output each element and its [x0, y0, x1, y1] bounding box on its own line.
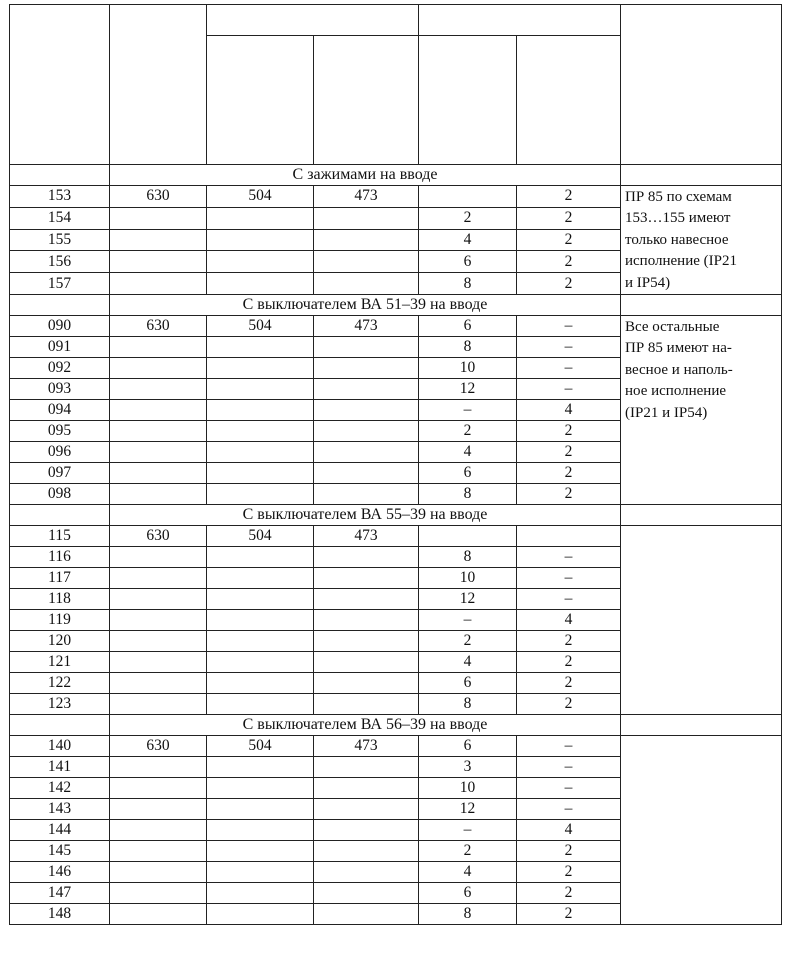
- rated-current-cell: [110, 337, 207, 358]
- section-note: [621, 186, 782, 295]
- value-b2-cell: 2: [517, 421, 621, 442]
- distribution-points-table: [9, 4, 782, 925]
- rated-current-cell: [110, 883, 207, 904]
- rated-current-cell: [110, 610, 207, 631]
- rated-current-cell: [110, 547, 207, 568]
- section-note: [621, 526, 782, 715]
- value-a2-cell: [314, 778, 419, 799]
- value-b2-cell: 2: [517, 207, 621, 229]
- scheme-number-cell: 096: [10, 442, 110, 463]
- value-a1-cell: [207, 841, 314, 862]
- section-header-note-spacer: [621, 165, 782, 186]
- section-header-row: [10, 715, 782, 736]
- value-a2-cell: [314, 883, 419, 904]
- scheme-number-cell: 154: [10, 207, 110, 229]
- value-b1-cell: [419, 186, 517, 208]
- header-cell-b1: [419, 36, 517, 165]
- value-a1-cell: [207, 251, 314, 273]
- value-b1-cell: 2: [419, 207, 517, 229]
- value-a1-cell: [207, 463, 314, 484]
- table-body: [10, 165, 782, 925]
- value-b1-cell: 8: [419, 484, 517, 505]
- value-a2-cell: [314, 841, 419, 862]
- value-a1-cell: [207, 904, 314, 925]
- table-row: [10, 736, 782, 757]
- value-b1-cell: 6: [419, 463, 517, 484]
- value-a1-cell: [207, 778, 314, 799]
- value-a1-cell: [207, 400, 314, 421]
- scheme-number-cell: 121: [10, 652, 110, 673]
- value-a2-cell: [314, 442, 419, 463]
- rated-current-cell: [110, 841, 207, 862]
- rated-current-cell: [110, 694, 207, 715]
- scheme-number-cell: 148: [10, 904, 110, 925]
- value-b2-cell: 2: [517, 652, 621, 673]
- value-a2-cell: 473: [314, 736, 419, 757]
- value-b2-cell: –: [517, 379, 621, 400]
- value-b2-cell: –: [517, 547, 621, 568]
- section-header-row: [10, 295, 782, 316]
- value-a1-cell: [207, 273, 314, 295]
- scheme-number-cell: 156: [10, 251, 110, 273]
- scheme-number-cell: 098: [10, 484, 110, 505]
- value-b2-cell: 2: [517, 694, 621, 715]
- section-header-row: [10, 505, 782, 526]
- value-a1-cell: [207, 358, 314, 379]
- value-a1-cell: [207, 207, 314, 229]
- scheme-number-cell: 145: [10, 841, 110, 862]
- value-a2-cell: [314, 799, 419, 820]
- rated-current-cell: [110, 358, 207, 379]
- value-a1-cell: [207, 610, 314, 631]
- value-b1-cell: 8: [419, 547, 517, 568]
- value-a1-cell: [207, 694, 314, 715]
- scheme-number-cell: 140: [10, 736, 110, 757]
- rated-current-cell: [110, 820, 207, 841]
- document-page: [9, 4, 781, 925]
- scheme-number-cell: 097: [10, 463, 110, 484]
- rated-current-cell: [110, 862, 207, 883]
- value-b1-cell: 8: [419, 337, 517, 358]
- value-a2-cell: [314, 251, 419, 273]
- note-line: только навесное: [625, 231, 729, 248]
- value-a2-cell: [314, 568, 419, 589]
- value-b1-cell: 4: [419, 229, 517, 251]
- value-a1-cell: [207, 673, 314, 694]
- value-a1-cell: [207, 883, 314, 904]
- rated-current-cell: [110, 757, 207, 778]
- rated-current-cell: [110, 652, 207, 673]
- value-b2-cell: 2: [517, 273, 621, 295]
- value-b2-cell: 2: [517, 463, 621, 484]
- value-b1-cell: 12: [419, 379, 517, 400]
- note-line: 153…155 имеют: [625, 210, 731, 227]
- value-a2-cell: 473: [314, 526, 419, 547]
- scheme-number-cell: 092: [10, 358, 110, 379]
- rated-current-cell: 630: [110, 736, 207, 757]
- value-b2-cell: –: [517, 568, 621, 589]
- rated-current-cell: [110, 442, 207, 463]
- note-line: Все остальные: [625, 319, 720, 336]
- note-line: ПР 85 имеют на-: [625, 340, 732, 357]
- value-a2-cell: [314, 337, 419, 358]
- scheme-number-cell: 120: [10, 631, 110, 652]
- value-b2-cell: –: [517, 736, 621, 757]
- note-line: весное и наполь-: [625, 361, 733, 378]
- value-b1-cell: –: [419, 400, 517, 421]
- value-b1-cell: 4: [419, 652, 517, 673]
- header-cell-group-a: [207, 5, 419, 36]
- value-b2-cell: 2: [517, 229, 621, 251]
- rated-current-cell: [110, 673, 207, 694]
- value-a2-cell: [314, 207, 419, 229]
- value-b1-cell: 6: [419, 673, 517, 694]
- table-row: [10, 186, 782, 208]
- value-a2-cell: [314, 757, 419, 778]
- value-a1-cell: 504: [207, 736, 314, 757]
- value-b1-cell: –: [419, 820, 517, 841]
- value-a2-cell: [314, 379, 419, 400]
- section-title: С зажимами на вводе: [110, 165, 621, 186]
- value-b2-cell: –: [517, 799, 621, 820]
- section-title: С выключателем ВА 55–39 на вводе: [110, 505, 621, 526]
- value-a1-cell: [207, 799, 314, 820]
- value-b2-cell: 2: [517, 484, 621, 505]
- section-title: С выключателем ВА 56–39 на вводе: [110, 715, 621, 736]
- value-b2-cell: 2: [517, 442, 621, 463]
- value-a2-cell: [314, 589, 419, 610]
- value-a1-cell: [207, 421, 314, 442]
- scheme-number-cell: 094: [10, 400, 110, 421]
- rated-current-cell: [110, 904, 207, 925]
- value-b1-cell: 10: [419, 778, 517, 799]
- value-a1-cell: [207, 568, 314, 589]
- header-cell-a1: [207, 36, 314, 165]
- rated-current-cell: [110, 799, 207, 820]
- value-b1-cell: 8: [419, 273, 517, 295]
- rated-current-cell: 630: [110, 526, 207, 547]
- value-a1-cell: 504: [207, 526, 314, 547]
- value-a1-cell: [207, 631, 314, 652]
- section-header-note-spacer: [621, 715, 782, 736]
- section-title: С выключателем ВА 51–39 на вводе: [110, 295, 621, 316]
- value-b2-cell: 2: [517, 883, 621, 904]
- value-a2-cell: [314, 631, 419, 652]
- table-header: [10, 5, 782, 165]
- value-a2-cell: [314, 694, 419, 715]
- rated-current-cell: [110, 251, 207, 273]
- value-b1-cell: 6: [419, 883, 517, 904]
- section-header-note-spacer: [621, 295, 782, 316]
- value-a1-cell: [207, 589, 314, 610]
- value-b2-cell: –: [517, 757, 621, 778]
- value-a1-cell: [207, 547, 314, 568]
- rated-current-cell: 630: [110, 316, 207, 337]
- value-a1-cell: [207, 757, 314, 778]
- section-header-spacer: [10, 715, 110, 736]
- scheme-number-cell: 091: [10, 337, 110, 358]
- value-b2-cell: 2: [517, 904, 621, 925]
- section-header-row: [10, 165, 782, 186]
- rated-current-cell: [110, 484, 207, 505]
- scheme-number-cell: 123: [10, 694, 110, 715]
- value-b1-cell: 10: [419, 358, 517, 379]
- value-a1-cell: [207, 229, 314, 251]
- value-a1-cell: [207, 652, 314, 673]
- rated-current-cell: [110, 778, 207, 799]
- header-cell-b2: [517, 36, 621, 165]
- value-b2-cell: 2: [517, 186, 621, 208]
- value-b2-cell: –: [517, 589, 621, 610]
- value-b2-cell: –: [517, 358, 621, 379]
- value-b1-cell: 4: [419, 862, 517, 883]
- value-b2-cell: –: [517, 778, 621, 799]
- rated-current-cell: [110, 273, 207, 295]
- scheme-number-cell: 095: [10, 421, 110, 442]
- note-line: (IP21 и IP54): [625, 404, 708, 421]
- scheme-number-cell: 115: [10, 526, 110, 547]
- table-row: [10, 526, 782, 547]
- value-b2-cell: –: [517, 316, 621, 337]
- value-a2-cell: [314, 820, 419, 841]
- value-b2-cell: [517, 526, 621, 547]
- value-b1-cell: 12: [419, 589, 517, 610]
- rated-current-cell: 630: [110, 186, 207, 208]
- value-b1-cell: 6: [419, 736, 517, 757]
- scheme-number-cell: 157: [10, 273, 110, 295]
- value-a1-cell: 504: [207, 316, 314, 337]
- rated-current-cell: [110, 207, 207, 229]
- value-b2-cell: 4: [517, 820, 621, 841]
- value-a2-cell: [314, 862, 419, 883]
- header-cell-a2: [314, 36, 419, 165]
- value-a2-cell: 473: [314, 316, 419, 337]
- value-b2-cell: 2: [517, 841, 621, 862]
- value-a1-cell: [207, 337, 314, 358]
- value-a1-cell: [207, 442, 314, 463]
- rated-current-cell: [110, 631, 207, 652]
- rated-current-cell: [110, 400, 207, 421]
- value-b2-cell: 2: [517, 631, 621, 652]
- value-a2-cell: [314, 358, 419, 379]
- value-a1-cell: [207, 862, 314, 883]
- value-a2-cell: [314, 273, 419, 295]
- scheme-number-cell: 142: [10, 778, 110, 799]
- scheme-number-cell: 090: [10, 316, 110, 337]
- section-header-spacer: [10, 295, 110, 316]
- scheme-number-cell: 141: [10, 757, 110, 778]
- value-b2-cell: 2: [517, 862, 621, 883]
- value-a2-cell: [314, 610, 419, 631]
- value-a1-cell: [207, 484, 314, 505]
- rated-current-cell: [110, 589, 207, 610]
- value-b2-cell: 2: [517, 251, 621, 273]
- table-row: [10, 316, 782, 337]
- header-cell-rated-current: [110, 5, 207, 165]
- scheme-number-cell: 116: [10, 547, 110, 568]
- rated-current-cell: [110, 463, 207, 484]
- value-a2-cell: [314, 229, 419, 251]
- section-note: [621, 736, 782, 925]
- value-b1-cell: 10: [419, 568, 517, 589]
- value-b1-cell: 6: [419, 316, 517, 337]
- scheme-number-cell: 119: [10, 610, 110, 631]
- value-a2-cell: 473: [314, 186, 419, 208]
- value-a1-cell: [207, 379, 314, 400]
- section-header-spacer: [10, 505, 110, 526]
- value-b1-cell: 3: [419, 757, 517, 778]
- header-cell-notes: [621, 5, 782, 165]
- scheme-number-cell: 122: [10, 673, 110, 694]
- section-header-spacer: [10, 165, 110, 186]
- value-a2-cell: [314, 400, 419, 421]
- scheme-number-cell: 118: [10, 589, 110, 610]
- value-b1-cell: 8: [419, 904, 517, 925]
- value-b1-cell: 6: [419, 251, 517, 273]
- note-line: и IP54): [625, 274, 671, 291]
- value-b2-cell: 4: [517, 400, 621, 421]
- value-b1-cell: 12: [419, 799, 517, 820]
- value-a2-cell: [314, 484, 419, 505]
- note-line: исполнение (IP21: [625, 253, 737, 270]
- value-b1-cell: –: [419, 610, 517, 631]
- value-b2-cell: 2: [517, 673, 621, 694]
- value-b2-cell: 4: [517, 610, 621, 631]
- note-line: ПР 85 по схемам: [625, 189, 732, 205]
- rated-current-cell: [110, 229, 207, 251]
- header-cell-group-b: [419, 5, 621, 36]
- value-a2-cell: [314, 463, 419, 484]
- header-cell-scheme: [10, 5, 110, 165]
- scheme-number-cell: 117: [10, 568, 110, 589]
- scheme-number-cell: 144: [10, 820, 110, 841]
- value-a2-cell: [314, 421, 419, 442]
- section-note: [621, 316, 782, 505]
- rated-current-cell: [110, 568, 207, 589]
- note-line: ное исполнение: [625, 383, 727, 400]
- value-a2-cell: [314, 652, 419, 673]
- value-a1-cell: [207, 820, 314, 841]
- value-a2-cell: [314, 547, 419, 568]
- value-a2-cell: [314, 673, 419, 694]
- value-b1-cell: 4: [419, 442, 517, 463]
- scheme-number-cell: 153: [10, 186, 110, 208]
- value-b1-cell: 8: [419, 694, 517, 715]
- scheme-number-cell: 093: [10, 379, 110, 400]
- scheme-number-cell: 143: [10, 799, 110, 820]
- value-b1-cell: 2: [419, 841, 517, 862]
- value-b1-cell: 2: [419, 421, 517, 442]
- scheme-number-cell: 147: [10, 883, 110, 904]
- value-a1-cell: 504: [207, 186, 314, 208]
- scheme-number-cell: 146: [10, 862, 110, 883]
- value-b2-cell: –: [517, 337, 621, 358]
- value-b1-cell: [419, 526, 517, 547]
- section-header-note-spacer: [621, 505, 782, 526]
- rated-current-cell: [110, 421, 207, 442]
- scheme-number-cell: 155: [10, 229, 110, 251]
- value-a2-cell: [314, 904, 419, 925]
- value-b1-cell: 2: [419, 631, 517, 652]
- rated-current-cell: [110, 379, 207, 400]
